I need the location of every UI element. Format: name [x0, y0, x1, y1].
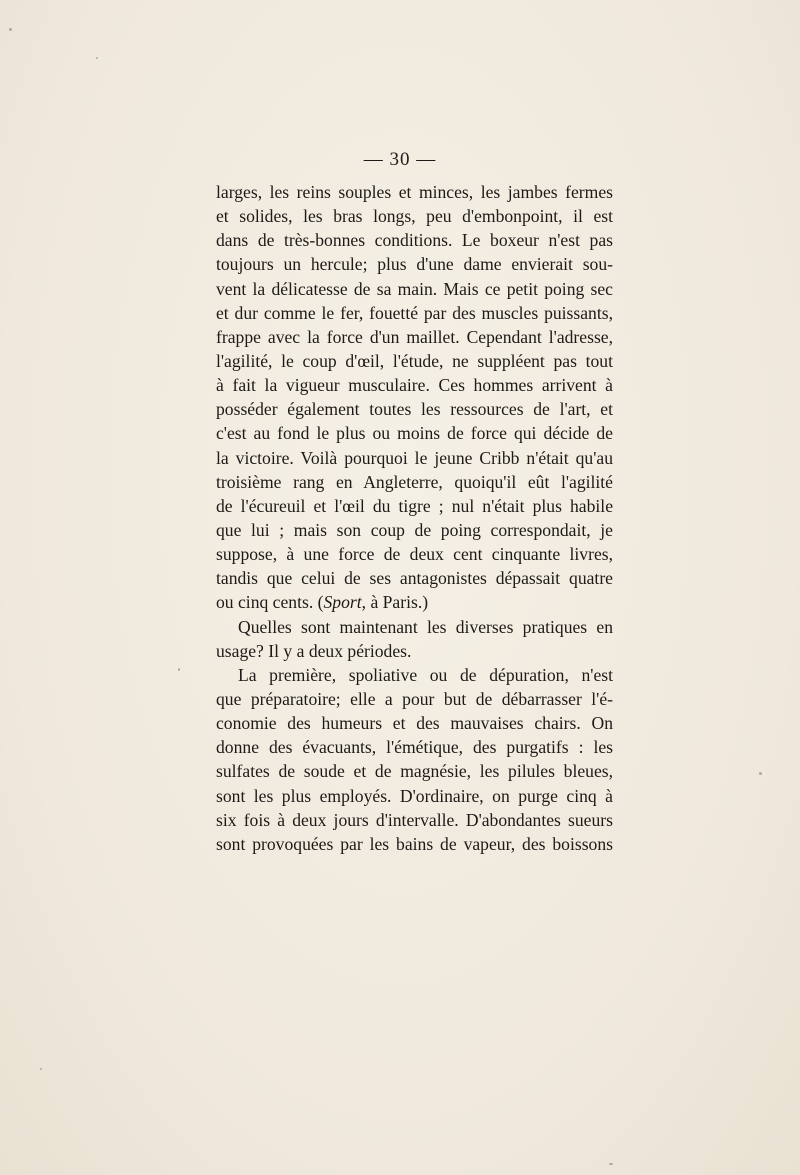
text-line: toujours un hercule; plus d'une dame envierait sou- — [216, 254, 613, 275]
source-title: Sport — [323, 592, 362, 613]
page-number: — 30 — — [363, 149, 437, 170]
text-line: conomie des humeurs et des mauvaises chairs. On — [216, 713, 613, 734]
text-line: et dur comme le fer, fouetté par des muscles puissants, — [216, 302, 613, 323]
text-line: la victoire. Voilà pourquoi le jeune Cribb n'était qu'au — [216, 447, 613, 468]
text-line: dans de très-bonnes conditions. Le boxeur n'est pas — [216, 230, 613, 251]
text-line — [216, 590, 613, 614]
paper-speck — [40, 1068, 42, 1070]
text-line: sulfates de soude et de magnésie, les pilules bleues, — [216, 761, 613, 782]
text-line: que lui ; mais son coup de poing correspondait, je — [216, 519, 613, 540]
text-line: tandis que celui de ses antagonistes dépassait quatre — [216, 568, 613, 589]
text-line: à fait la vigueur musculaire. Ces hommes arrivent à — [216, 375, 613, 396]
paper-speck — [759, 772, 762, 775]
text-line: frappe avec la force d'un maillet. Cependant l'adresse, — [216, 326, 613, 347]
text-line: c'est au fond le plus ou moins de force qui décide de — [216, 423, 613, 444]
paper-speck — [96, 57, 98, 59]
text-line: posséder également toutes les ressources de l'art, et — [216, 399, 613, 420]
text-line: sont les plus employés. D'ordinaire, on purge cinq à — [216, 785, 613, 806]
text-line: et solides, les bras longs, peu d'embonpoint, il est — [216, 206, 613, 227]
body-text — [216, 180, 613, 856]
text-line: vent la délicatesse de sa main. Mais ce petit poing sec — [216, 278, 613, 299]
text-line: six fois à deux jours d'intervalle. D'abondantes sueurs — [216, 809, 613, 830]
text-line: l'agilité, le coup d'œil, l'étude, ne suppléent pas tout — [216, 350, 613, 371]
text-line: donne des évacuants, l'émétique, des purgatifs : les — [216, 737, 613, 758]
text-line: troisième rang en Angleterre, quoiqu'il eût l'agilité — [216, 471, 613, 492]
text-line: larges, les reins souples et minces, les jambes fermes — [216, 182, 613, 202]
text-line: La première, spoliative ou de dépuration, n'est — [238, 664, 613, 685]
text-segment: , à Paris.) — [361, 592, 429, 613]
paper-speck — [9, 28, 12, 31]
text-line: suppose, à une force de deux cent cinquante livres, — [216, 544, 613, 565]
paper-speck — [178, 668, 180, 671]
text-line: sont provoquées par les bains de vapeur, des boissons — [216, 833, 613, 854]
text-line: de l'écureuil et l'œil du tigre ; nul n'était plus habile — [216, 495, 613, 516]
text-line: Quelles sont maintenant les diverses pratiques en — [238, 616, 613, 637]
text-segment: ou cinq cents. ( — [216, 592, 324, 613]
paper-speck — [609, 1163, 613, 1165]
text-line: que préparatoire; elle a pour but de débarrasser l'é- — [216, 688, 613, 709]
text-line: usage? Il y a deux périodes. — [216, 640, 412, 661]
